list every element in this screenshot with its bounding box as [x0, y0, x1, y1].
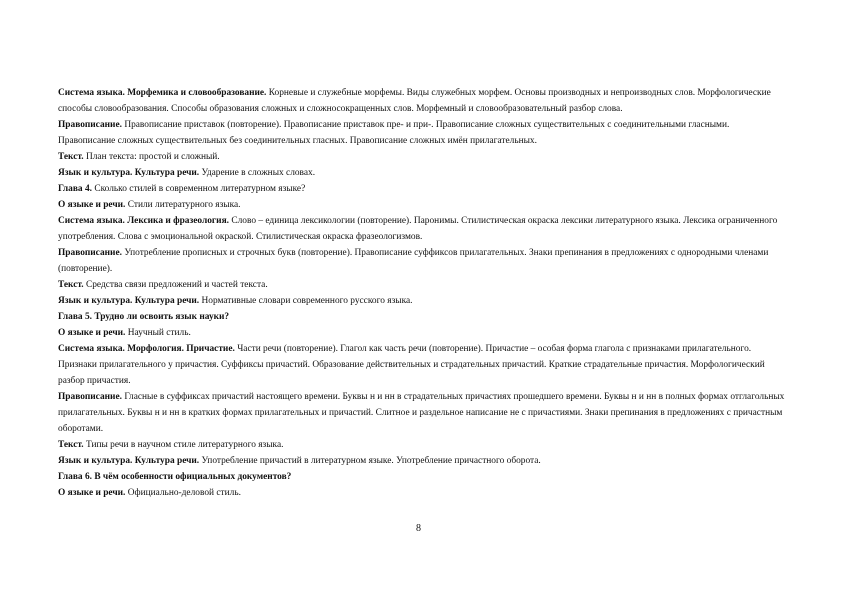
paragraph-heading: О языке и речи.: [58, 488, 126, 498]
paragraph-heading: Система языка. Морфемика и словообразование.: [58, 88, 267, 98]
paragraph: [58, 293, 788, 309]
paragraph-text: Ударение в сложных словах.: [199, 168, 316, 178]
paragraph-text: Официально-деловой стиль.: [125, 488, 241, 498]
paragraph-heading: Правописание.: [58, 248, 122, 258]
paragraph-text: Употребление прописных и строчных букв (повторение). Правописание суффиксов прилагательных. Знаки препинания в предложениях с однородными членами (повторение).: [58, 248, 769, 274]
paragraph-text: Корневые и служебные морфемы. Виды служебных морфем. Основы производных и непроизводных слов. Морфологические способы словообразования. Способы образования сложных и сложносокращенных слов. Морфемный и словообразовательный разбор слова.: [58, 88, 771, 114]
paragraph: [58, 453, 788, 469]
paragraph-text: Слово – единица лексикологии (повторение). Паронимы. Стилистическая окраска лексики литературного языка. Лексика ограниченного употребления. Слова с эмоциональной окраской. Стилистическая окраска фразеологизмов.: [58, 216, 778, 242]
paragraph: [58, 341, 788, 389]
paragraph-heading: Правописание.: [58, 392, 122, 402]
paragraph-text: Части речи (повторение). Глагол как часть речи (повторение). Причастие – особая форма глагола с признаками прилагательного. Признаки прилагательного у причастия. Суффиксы причастий. Образование действительных и страдательных причастий. Краткие страдательные причастия. Морфологический разбор причастия.: [58, 344, 765, 386]
paragraph: [58, 485, 788, 501]
paragraph-heading: Текст.: [58, 440, 84, 450]
document-body: [58, 85, 788, 501]
paragraph-heading: О языке и речи.: [58, 328, 126, 338]
paragraph: [58, 117, 788, 149]
paragraph: [58, 469, 788, 485]
paragraph-text: Нормативные словари современного русского языка.: [199, 296, 413, 306]
paragraph: [58, 197, 788, 213]
paragraph-text: Гласные в суффиксах причастий настоящего времени. Буквы н и нн в страдательных причастиях прошедшего времени. Буквы н и нн в полных формах отглагольных прилагательных. Буквы н и нн в кратких формах прилагательных и причастий. Слитное и раздельное написание не с причастиями. Знаки препинания в предложениях с причастным оборотами.: [58, 392, 785, 434]
paragraph: [58, 389, 788, 437]
paragraph-heading: Правописание.: [58, 120, 122, 130]
paragraph: [58, 165, 788, 181]
paragraph-heading: Язык и культура. Культура речи.: [58, 296, 200, 306]
paragraph-text: План текста: простой и сложный.: [83, 152, 220, 162]
page-number: 8: [416, 523, 421, 534]
paragraph: [58, 181, 788, 197]
paragraph-text: Сколько стилей в современном литературном языке?: [91, 184, 306, 194]
paragraph: [58, 213, 788, 245]
paragraph-text: Употребление причастий в литературном языке. Употребление причастного оборота.: [199, 456, 541, 466]
paragraph-heading: Текст.: [58, 280, 84, 290]
paragraph: [58, 149, 788, 165]
chapter-heading: Глава 5. Трудно ли освоить язык науки?: [58, 312, 230, 322]
paragraph-heading: Глава 4.: [58, 184, 92, 194]
paragraph: [58, 309, 788, 325]
paragraph-text: Научный стиль.: [125, 328, 191, 338]
paragraph-heading: Система языка. Лексика и фразеология.: [58, 216, 229, 226]
paragraph-text: Стили литературного языка.: [125, 200, 241, 210]
paragraph: [58, 245, 788, 277]
paragraph-heading: Язык и культура. Культура речи.: [58, 168, 200, 178]
paragraph-text: Типы речи в научном стиле литературного языка.: [83, 440, 284, 450]
paragraph-text: Средства связи предложений и частей текста.: [83, 280, 268, 290]
paragraph: [58, 325, 788, 341]
chapter-heading: Глава 6. В чём особенности официальных документов?: [58, 472, 292, 482]
paragraph-heading: Текст.: [58, 152, 84, 162]
paragraph-heading: Система языка. Морфология. Причастие.: [58, 344, 235, 354]
paragraph: [58, 85, 788, 117]
paragraph: [58, 437, 788, 453]
paragraph-text: Правописание приставок (повторение). Правописание приставок пре- и при-. Правописание сложных существительных с соединительными гласными. Правописание сложных существительных без соединительных гласных. Правописание сложных имён прилагательных.: [58, 120, 730, 146]
paragraph-heading: Язык и культура. Культура речи.: [58, 456, 200, 466]
paragraph-heading: О языке и речи.: [58, 200, 126, 210]
paragraph: [58, 277, 788, 293]
